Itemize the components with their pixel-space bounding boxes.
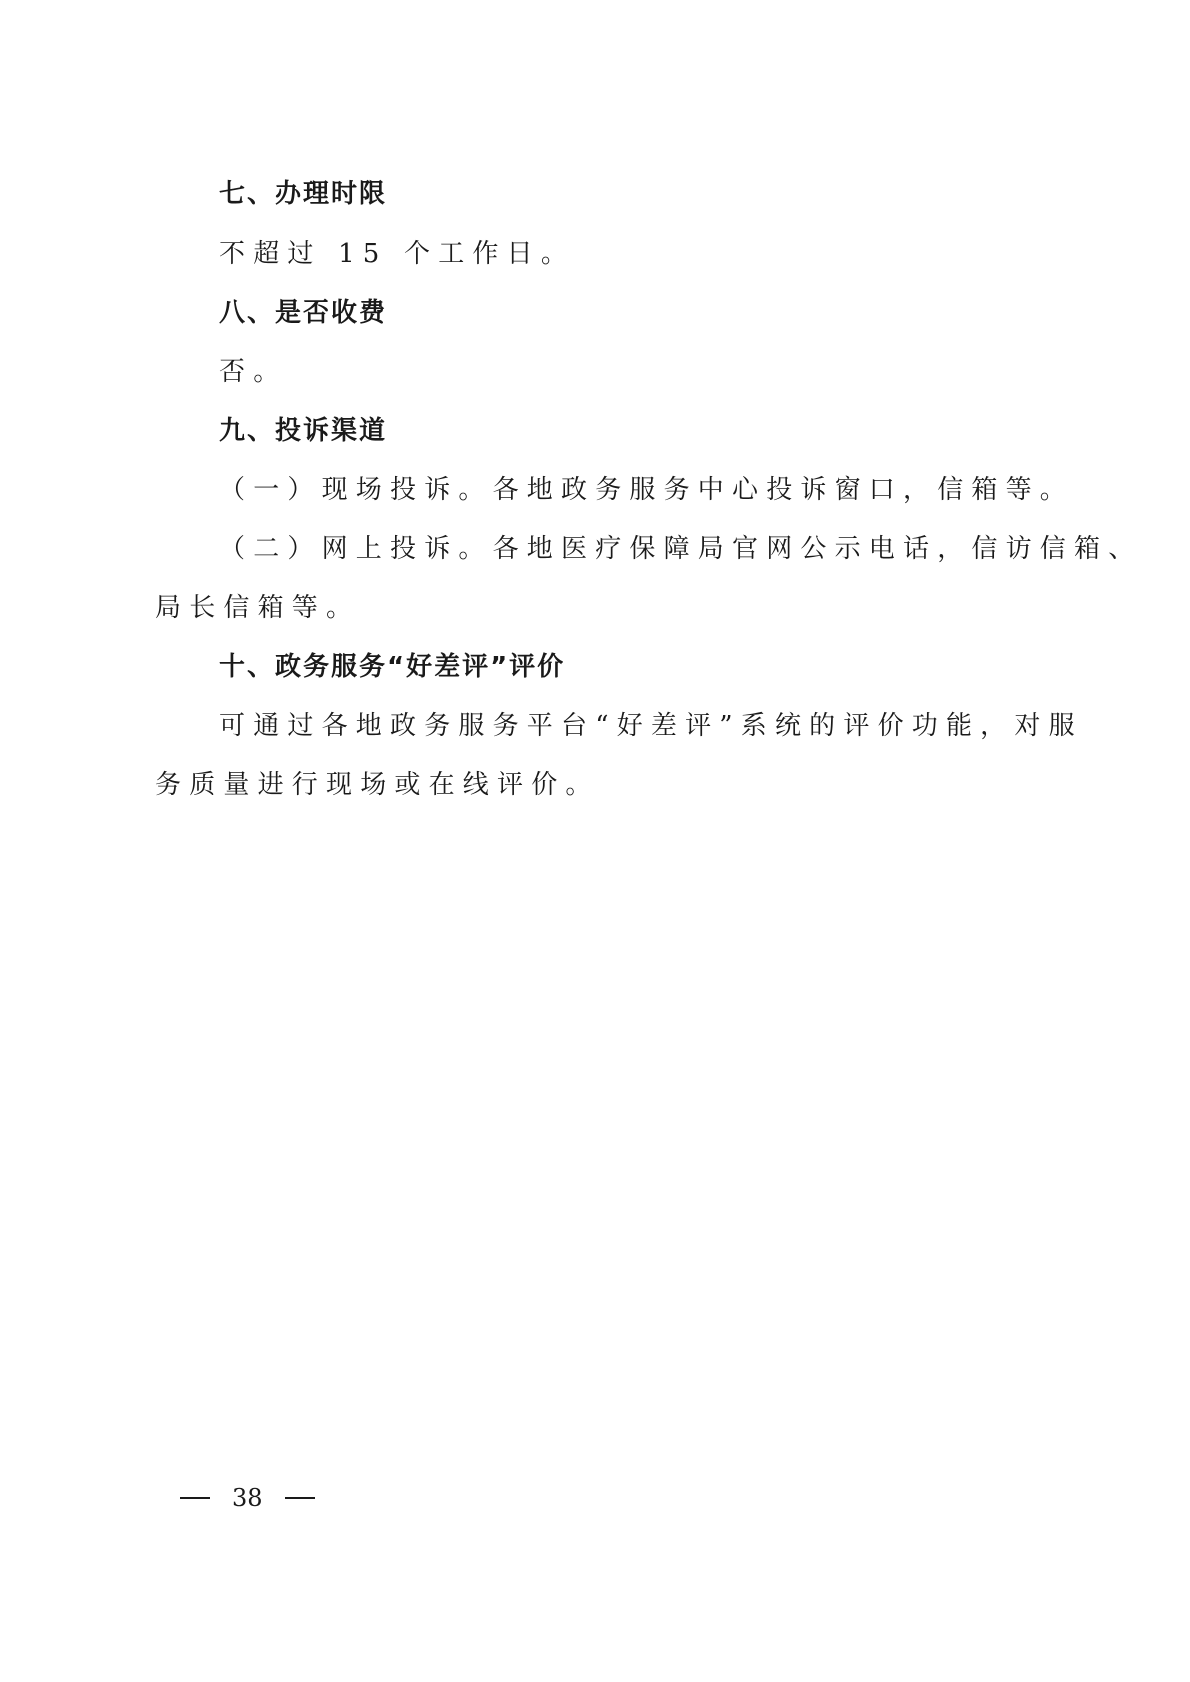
section-9-heading: 九、投诉渠道 (219, 416, 388, 446)
section-7-heading: 七、办理时限 (219, 179, 388, 209)
section-10-text-continued: 务质量进行现场或在线评价。 (155, 770, 600, 800)
footer-dash-left (180, 1497, 210, 1499)
page-number: 38 (232, 1484, 263, 1512)
section-9-item-1: （一）现场投诉。各地政务服务中心投诉窗口，信箱等。 (219, 475, 1075, 505)
section-7-text: 不超过 15 个工作日。 (219, 239, 576, 269)
section-10-text: 可通过各地政务服务平台“好差评”系统的评价功能，对服 (219, 711, 1083, 741)
section-8-text: 否。 (219, 357, 288, 387)
page-footer (180, 1482, 315, 1514)
section-9-item-2: （二）网上投诉。各地医疗保障局官网公示电话，信访信箱、 (219, 534, 1143, 564)
footer-dash-right (285, 1497, 315, 1499)
section-9-item-2-continued: 局长信箱等。 (155, 593, 361, 623)
section-10-heading: 十、政务服务“好差评”评价 (219, 652, 566, 682)
section-8-heading: 八、是否收费 (219, 298, 388, 328)
